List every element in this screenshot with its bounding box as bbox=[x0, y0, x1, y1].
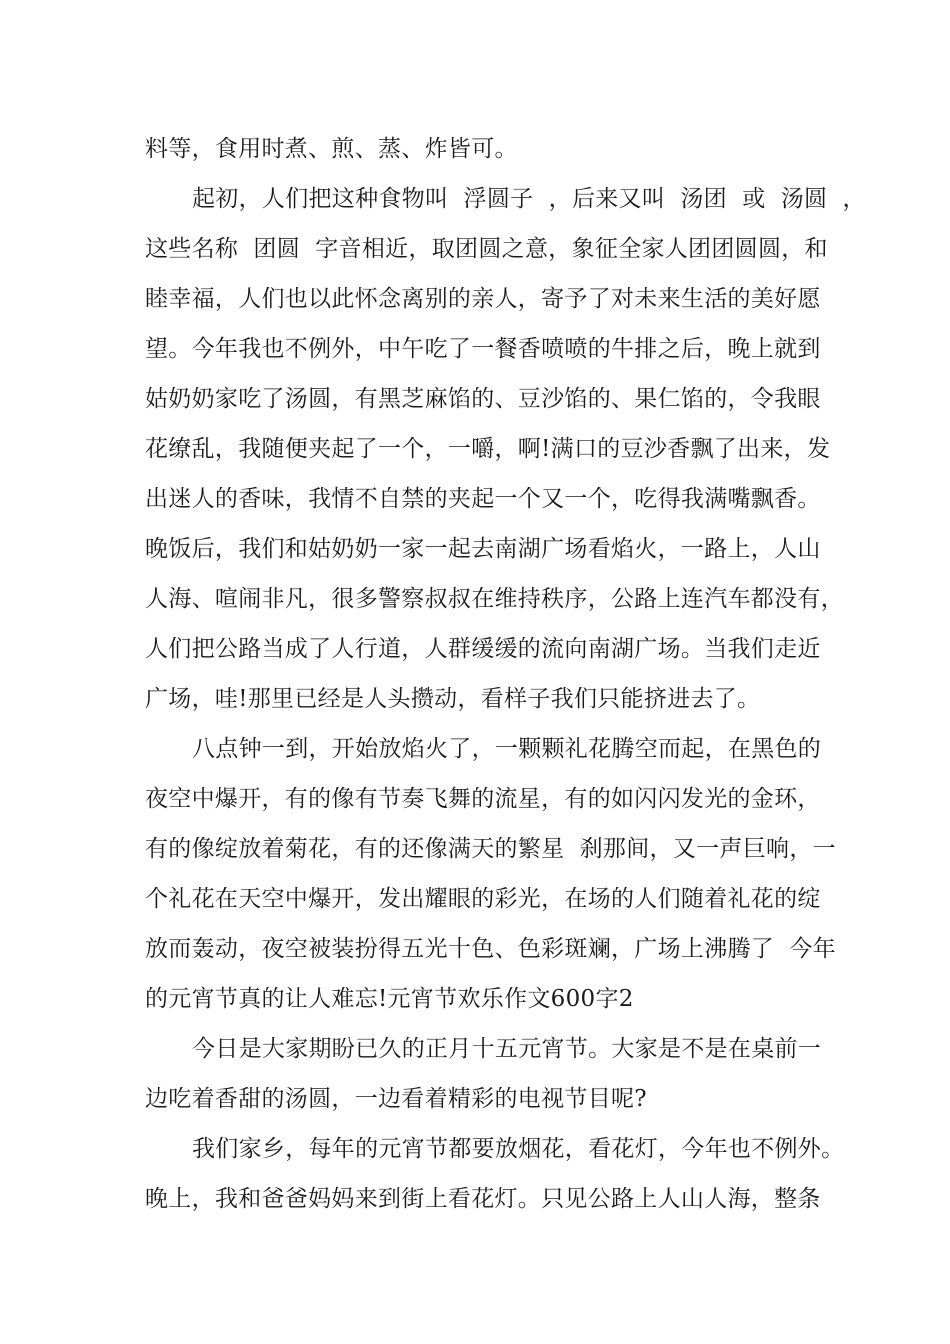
paragraph-start-line: 今日是大家期盼已久的正月十五元宵节。大家是不是在桌前一 bbox=[192, 1036, 822, 1062]
text-line: 放而轰动，夜空被装扮得五光十色、色彩斑斓，广场上沸腾了 今年 bbox=[145, 936, 836, 962]
text-line: 个礼花在天空中爆开，发出耀眼的彩光，在场的人们随着礼花的绽 bbox=[145, 886, 821, 912]
text-line: 广场，哇!那里已经是人头攒动，看样子我们只能挤进去了。 bbox=[145, 686, 761, 712]
text-line: 夜空中爆开，有的像有节奏飞舞的流星，有的如闪闪发光的金环， bbox=[145, 786, 821, 812]
text-line: 花缭乱，我随便夹起了一个，一嚼，啊!满口的豆沙香飘了出来，发 bbox=[145, 436, 831, 462]
text-line: 这些名称 团圆 字音相近，取团圆之意，象征全家人团团圆圆，和 bbox=[145, 236, 828, 262]
text-line: 姑奶奶家吃了汤圆，有黑芝麻馅的、豆沙馅的、果仁馅的，令我眼 bbox=[145, 386, 821, 412]
text-line: 晚上，我和爸爸妈妈来到街上看花灯。只见公路上人山人海，整条 bbox=[145, 1186, 821, 1212]
text-line: 睦幸福，人们也以此怀念离别的亲人，寄予了对未来生活的美好愿 bbox=[145, 286, 821, 312]
text-line: 料等，食用时煮、煎、蒸、炸皆可。 bbox=[145, 136, 518, 162]
text-line: 望。今年我也不例外，中午吃了一餐香喷喷的牛排之后，晚上就到 bbox=[145, 336, 821, 362]
paragraph-start-line: 我们家乡，每年的元宵节都要放烟花，看花灯，今年也不例外。 bbox=[192, 1136, 845, 1162]
paragraph-start-line: 八点钟一到，开始放焰火了，一颗颗礼花腾空而起，在黑色的 bbox=[192, 736, 822, 762]
text-line: 晚饭后，我们和姑奶奶一家一起去南湖广场看焰火，一路上，人山 bbox=[145, 536, 821, 562]
text-line: 出迷人的香味，我情不自禁的夹起一个又一个，吃得我满嘴飘香。 bbox=[145, 486, 821, 512]
paragraph-start-line: 起初，人们把这种食物叫 浮圆子 ，后来又叫 汤团 或 汤圆 ， bbox=[192, 186, 866, 212]
text-line: 边吃着香甜的汤圆，一边看着精彩的电视节目呢? bbox=[145, 1086, 647, 1112]
text-line: 人们把公路当成了人行道，人群缓缓的流向南湖广场。当我们走近 bbox=[145, 636, 821, 662]
text-line: 人海、喧闹非凡，很多警察叔叔在维持秩序，公路上连汽车都没有， bbox=[145, 586, 844, 612]
text-line: 有的像绽放着菊花，有的还像满天的繁星 刹那间，又一声巨响，一 bbox=[145, 836, 836, 862]
text-line: 的元宵节真的让人难忘!元宵节欢乐作文600字2 bbox=[145, 986, 634, 1012]
